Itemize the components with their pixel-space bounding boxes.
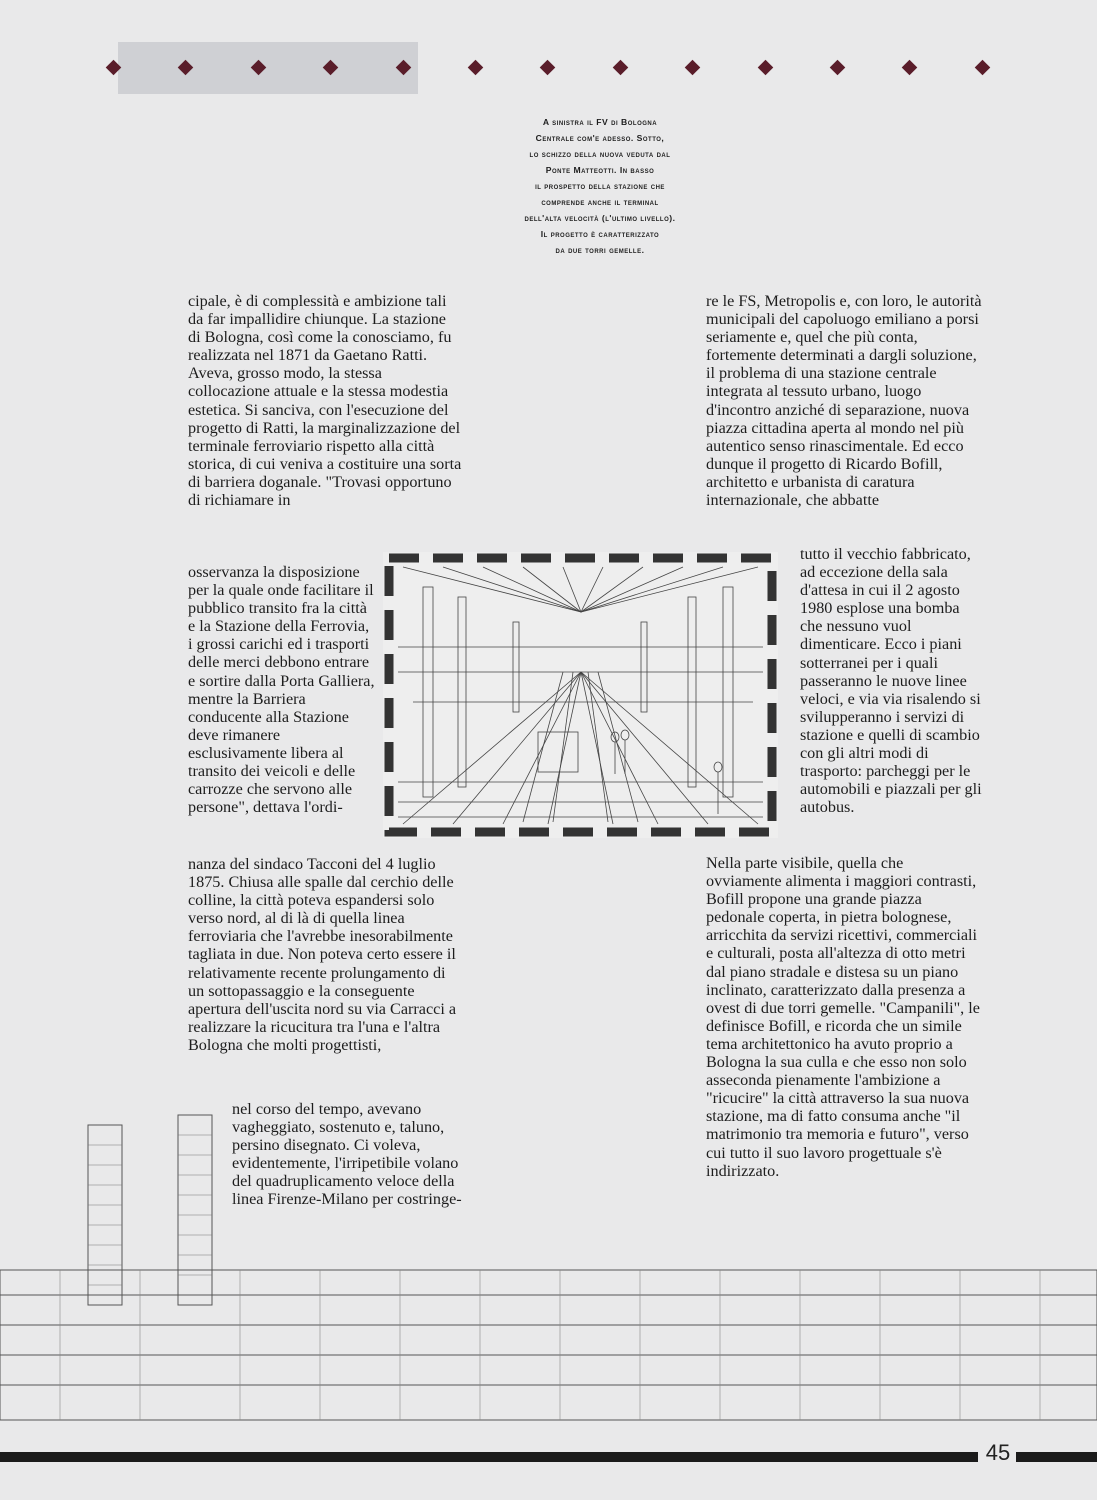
station-perspective-sketch	[383, 552, 778, 838]
diamond-icon	[323, 60, 339, 76]
caption-line: da due torri gemelle.	[555, 245, 645, 255]
right-column-top-text	[706, 292, 982, 509]
caption-line: Ponte Matteotti. In basso	[545, 165, 655, 175]
paragraph: nel corso del tempo, avevano vagheggiato, sostenuto e, taluno, persino disegnato. Ci voleva, evidentemente, l'irripetibile volano del quadruplicamento veloce della linea Firenze-Milano per costringe-	[232, 1100, 462, 1209]
bottom-rule	[0, 1452, 978, 1462]
paragraph: nanza del sindaco Tacconi del 4 luglio 1875. Chiusa alle spalle dal cerchio delle colline, la città poteva espandersi solo verso nord, al di là di quella linea ferroviaria che l'avrebbe inesorabilmente tagliata in due. Non poteva certo essere il relativamente recente prolungamento di un sottopassaggio e la conseguente apertura dell'uscita nord su via Carracci a realizzare la ricucitura tra l'una e l'altra Bologna che molti progettisti,	[188, 855, 457, 1054]
paragraph: osservanza la disposizione per la quale onde facilitare il pubblico transito fra la città e la Stazione della Ferrovia, i grossi carichi ed i trasporti delle merci debbono entrare e sortire dalla Porta Galliera, mentre la Barriera conducente alla Stazione deve rimanere esclusivamente libera al transito dei veicoli e delle carrozze che servono alle persone", dettava l'ordi-	[188, 563, 375, 817]
page-number: 45	[985, 1440, 1011, 1465]
diamond-icon	[613, 60, 629, 76]
caption-line: il prospetto della stazione che	[535, 181, 665, 191]
caption-line: Il progetto è caratterizzato	[540, 229, 660, 239]
paragraph: re le FS, Metropolis e, con loro, le autorità municipali del capoluogo emiliano a porsi seriamente e, quel che più conta, fortemente determinati a dargli soluzione, il problema di una stazione centrale integrata al tessuto urbano, luogo d'incontro anziché di separazione, nuova piazza cittadina aperta al mondo nel più autentico senso rinascimentale. Ed ecco dunque il progetto di Ricardo Bofill, architetto e urbanista di caratura internazionale, che abbatte	[706, 292, 982, 510]
paragraph: tutto il vecchio fabbricato, ad eccezione della sala d'attesa in cui il 2 agosto 1980 esplose una bomba che nessuno vuol dimenticare. Ecco i piani sotterranei per i quali passeranno le nuove linee veloci, e via via risalendo si svilupperanno i servizi di stazione e quelli di scambio con gli altri modi di trasporto: parcheggi per le automobili e piazzali per gli autobus.	[800, 545, 982, 817]
diamond-icon	[251, 60, 267, 76]
caption-line: lo schizzo della nuova veduta dal	[529, 149, 671, 159]
right-column-narrow-text	[800, 545, 982, 816]
figure-caption	[470, 114, 730, 258]
left-column-narrow-text	[188, 563, 376, 816]
diamond-icon	[540, 60, 556, 76]
diamond-icon	[902, 60, 918, 76]
diamond-icon	[757, 60, 773, 76]
diamond-icon	[106, 60, 122, 76]
left-column-bottom-text	[188, 855, 462, 1054]
caption-line: comprende anche il terminal	[541, 197, 659, 207]
diamond-icon	[395, 60, 411, 76]
diamond-icon	[468, 60, 484, 76]
diamond-icon	[830, 60, 846, 76]
paragraph: Nella parte visibile, quella che ovviamente alimenta i maggiori contrasti, Bofill propone una grande piazza pedonale coperta, in pietra bolognese, arricchita da servizi ricettivi, commerciali e culturali, posta all'altezza di otto metri dal piano stradale e distesa su un piano inclinato, caratterizzato dalla presenza a ovest di due torri gemelle. "Campanili", le definisce Bofill, e ricorda che un simile tema architettonico ha avuto proprio a Bologna la sua culla e che esso non solo asseconda pienamente l'ambizione a "ricucire" la città attraverso la sua nuova stazione, ma di fatto consuma anche "il matrimonio tra memoria e futuro", verso cui tutto il suo lavoro progettuale s'è indirizzato.	[706, 854, 980, 1180]
paragraph: cipale, è di complessità e ambizione tali da far impallidire chiunque. La stazione di Bologna, così come la conosciamo, fu realizzata nel 1871 da Gaetano Ratti. Aveva, grosso modo, la stessa collocazione attuale e la stessa modestia estetica. Si sanciva, con l'esecuzione del progetto di Ratti, la marginalizzazione del terminale ferroviario rispetto alla città storica, di cui veniva a costituire una sorta di barriera doganale. "Trovasi opportuno di richiamare in	[188, 292, 462, 510]
diamond-icon	[685, 60, 701, 76]
diamond-ornament-row	[108, 58, 988, 78]
left-column-top-text	[188, 292, 462, 509]
caption-line: dell'alta velocità (l'ultimo livello).	[524, 213, 676, 223]
bottom-rule-right	[1016, 1452, 1097, 1462]
station-elevation-drawing	[0, 1110, 1097, 1430]
caption-line: Centrale com'e adesso. Sotto,	[535, 133, 665, 143]
diamond-icon	[975, 60, 991, 76]
diamond-icon	[178, 60, 194, 76]
caption-line: A sinistra il FV di Bologna	[542, 117, 658, 127]
